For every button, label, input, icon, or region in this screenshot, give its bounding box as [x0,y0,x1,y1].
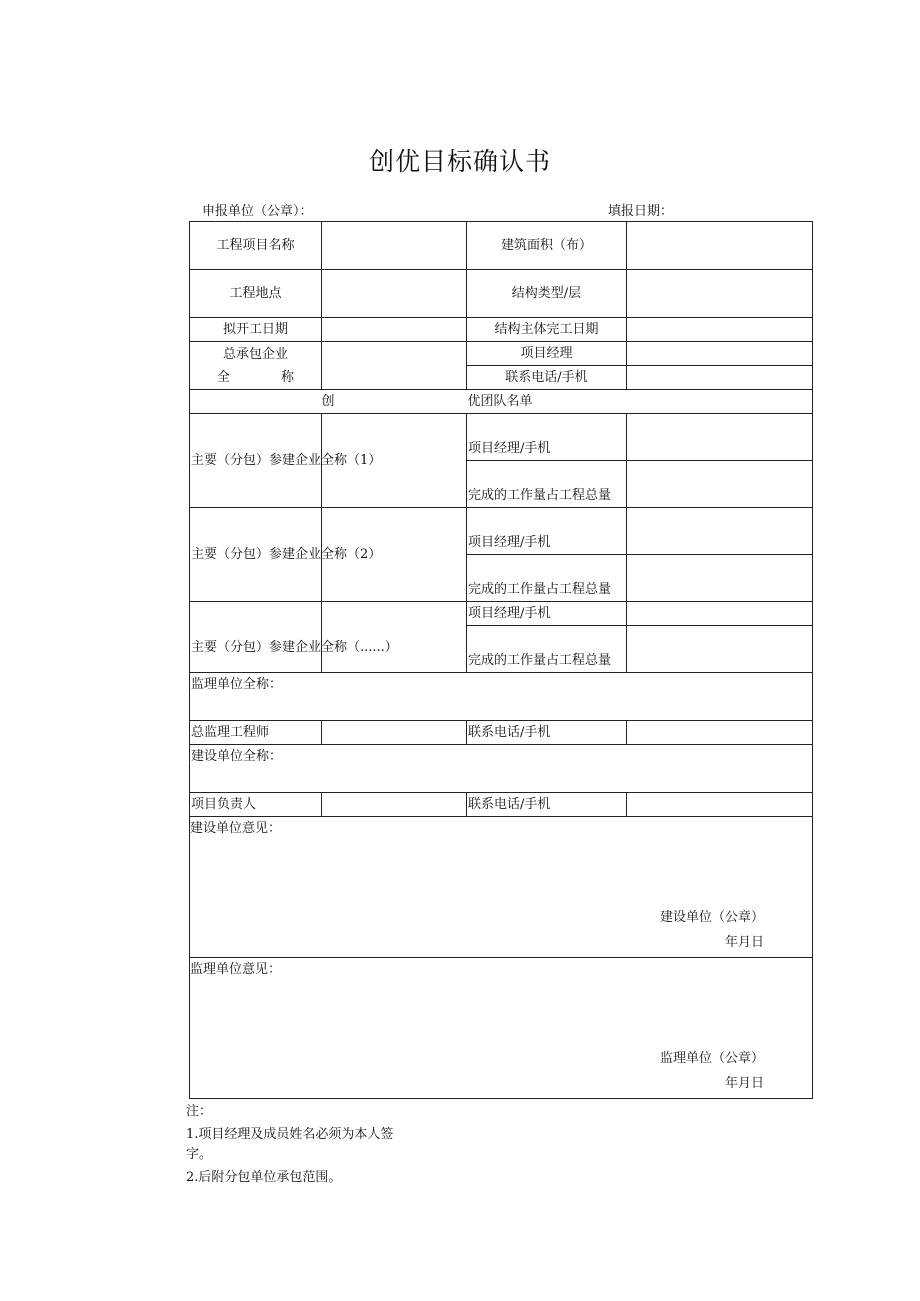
sub-2-pm-mobile-field[interactable] [627,508,813,555]
general-contractor-char-a: 全 [217,369,231,385]
supervisor-opinion-cell[interactable] [190,958,813,1099]
team-header-left: 创 [190,390,467,414]
table-row [190,793,813,817]
table-row [190,342,813,366]
sub-contractor-2-label: 主要（分包）参建企业全称（2） [190,508,322,602]
project-leader-field[interactable] [322,793,467,817]
team-header-right: 优团队名单 [467,390,813,414]
sub-contractor-1-label: 主要（分包）参建企业全称（1） [190,414,322,508]
contact-phone-field[interactable] [627,366,813,390]
building-area-field[interactable] [627,222,813,270]
table-row [190,414,813,461]
fill-date-label: 填报日期： [608,204,674,219]
general-contractor-char-b: 称 [280,369,294,385]
table-row [190,745,813,793]
project-leader-label: 项目负责人 [190,793,322,817]
project-manager-label: 项目经理 [467,342,627,366]
table-row [190,602,813,626]
note-item-2: 2.后附分包单位承包范围。 [186,1170,342,1185]
sub-2-pm-mobile-label: 项目经理/手机 [467,508,627,555]
structure-type-label: 结构类型/层 [467,270,627,318]
sub-1-work-share-label: 完成的工作量占工程总量 [467,461,627,508]
structure-type-field[interactable] [627,270,813,318]
general-contractor-label [190,342,322,390]
supervisor-seal-label: 监理单位（公章） [659,1051,764,1066]
main-structure-done-field[interactable] [627,318,813,342]
general-contractor-field[interactable] [322,342,467,390]
location-field[interactable] [322,270,467,318]
table-row [190,958,813,1099]
contact-phone-2-label: 联系电话/手机 [467,721,627,745]
sub-3-work-share-label: 完成的工作量占工程总量 [467,626,627,673]
sub-1-pm-mobile-field[interactable] [627,414,813,461]
sub-contractor-3-label: 主要（分包）参建企业全称（......） [190,602,322,673]
sub-1-work-share-field[interactable] [627,461,813,508]
table-row [190,721,813,745]
sub-1-pm-mobile-label: 项目经理/手机 [467,414,627,461]
chief-supervisor-field[interactable] [322,721,467,745]
sub-3-work-share-field[interactable] [627,626,813,673]
contact-phone-3-field[interactable] [627,793,813,817]
sub-2-work-share-field[interactable] [627,555,813,602]
table-row [190,508,813,555]
table-row [190,270,813,318]
table-row [190,673,813,721]
sub-contractor-3-field[interactable] [322,602,467,673]
planned-start-label: 拟开工日期 [190,318,322,342]
table-row [190,817,813,958]
main-structure-done-label: 结构主体完工日期 [467,318,627,342]
owner-opinion-cell[interactable] [190,817,813,958]
contact-phone-2-field[interactable] [627,721,813,745]
supervisor-unit-label[interactable]: 监理单位全称： [190,673,813,721]
contact-phone-3-label: 联系电话/手机 [467,793,627,817]
owner-seal-label: 建设单位（公章） [659,910,764,925]
supervisor-opinion-label: 监理单位意见： [190,962,282,977]
sub-3-pm-mobile-field[interactable] [627,602,813,626]
owner-opinion-label: 建设单位意见： [190,821,282,836]
project-name-label: 工程项目名称 [190,222,322,270]
table-row [190,390,813,414]
project-manager-field[interactable] [627,342,813,366]
general-contractor-line1: 总承包企业 [222,346,288,362]
building-area-label: 建筑面积（布） [467,222,627,270]
document-title: 创优目标确认书 [368,147,551,176]
sub-2-work-share-label: 完成的工作量占工程总量 [467,555,627,602]
applicant-label: 申报单位（公章）： [202,204,313,219]
contact-phone-label: 联系电话/手机 [467,366,627,390]
chief-supervisor-label: 总监理工程师 [190,721,322,745]
location-label: 工程地点 [190,270,322,318]
table-row [190,222,813,270]
project-name-field[interactable] [322,222,467,270]
owner-date-label: 年月日 [724,935,764,950]
table-row [190,318,813,342]
notes-section [186,1102,416,1191]
planned-start-field[interactable] [322,318,467,342]
general-contractor-line2 [190,366,321,389]
notes-heading: 注： [186,1104,213,1119]
sub-3-pm-mobile-label: 项目经理/手机 [467,602,627,626]
confirmation-form-table [189,221,813,1099]
owner-unit-label[interactable]: 建设单位全称： [190,745,813,793]
supervisor-date-label: 年月日 [724,1076,764,1091]
note-item-1: 1.项目经理及成员姓名必须为本人签字。 [186,1127,394,1162]
